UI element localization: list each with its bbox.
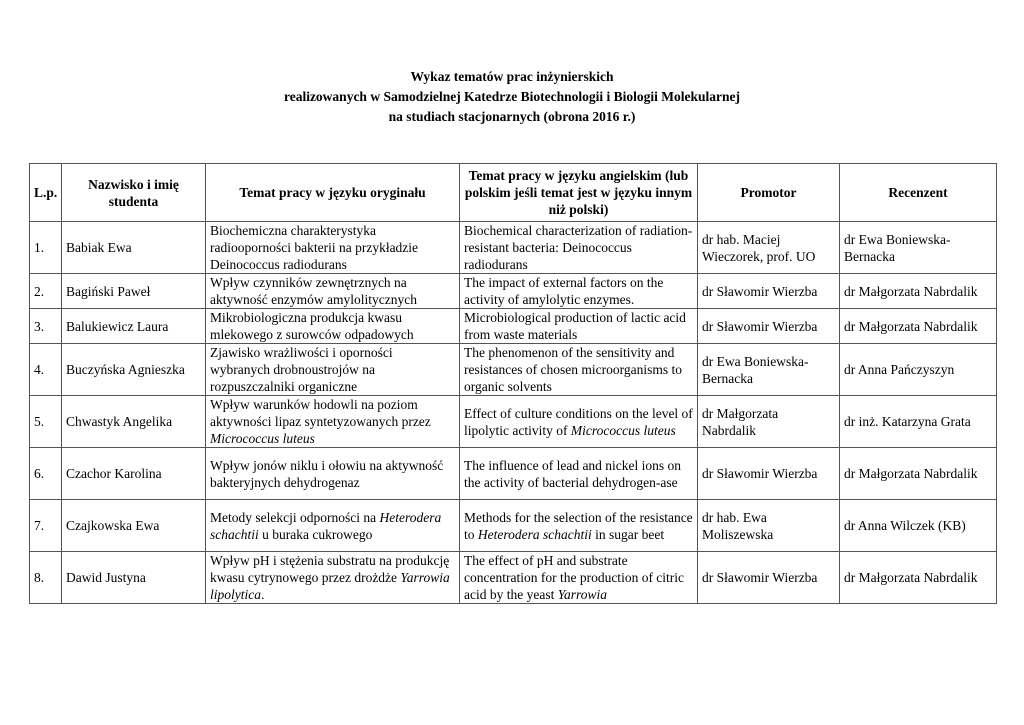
text-segment: Wpływ czynników zewnętrznych na aktywność enzymów amylolitycznych <box>210 275 417 307</box>
cell-topic-english <box>460 309 698 344</box>
text-segment: The influence of lead and nickel ions on the activity of bacterial dehydrogen-ase <box>464 457 682 490</box>
text-segment: Biochemiczna charakterystyka radiooporności bakterii na przykładzie Deinococcus radiodurans <box>210 223 419 272</box>
cell-student: Babiak Ewa <box>62 222 206 274</box>
cell-promotor: dr Sławomir Wierzba <box>698 309 840 344</box>
cell-topic-english <box>460 344 698 396</box>
cell-reviewer: dr Małgorzata Nabrdalik <box>840 448 997 500</box>
cell-topic-english <box>460 448 698 500</box>
species-name-italic: Micrococcus luteus <box>210 431 315 446</box>
text-segment: Wpływ warunków hodowli na poziom aktywności lipaz syntetyzowanych przez <box>210 397 431 429</box>
cell-reviewer: dr Ewa Boniewska-Bernacka <box>840 222 997 274</box>
cell-topic-original <box>206 222 460 274</box>
cell-topic-original <box>206 344 460 396</box>
table-row <box>30 309 997 344</box>
heading-line-3: na studiach stacjonarnych (obrona 2016 r.) <box>388 109 636 124</box>
cell-lp: 2. <box>30 274 62 309</box>
species-name-italic: Yarrowia lipolytica <box>210 570 450 602</box>
cell-lp: 5. <box>30 396 62 448</box>
cell-topic-english <box>460 274 698 309</box>
cell-lp: 6. <box>30 448 62 500</box>
cell-lp: 1. <box>30 222 62 274</box>
species-name-italic: Heterodera schachtii <box>210 509 442 542</box>
table-row <box>30 344 997 396</box>
cell-lp: 8. <box>30 552 62 604</box>
cell-reviewer: dr Małgorzata Nabrdalik <box>840 274 997 309</box>
table-row <box>30 552 997 604</box>
species-name-italic: Micrococcus luteus <box>570 422 676 438</box>
species-name-italic: Yarrowia <box>557 587 607 602</box>
cell-promotor: dr Małgorzata Nabrdalik <box>698 396 840 448</box>
table-row <box>30 500 997 552</box>
cell-student: Balukiewicz Laura <box>62 309 206 344</box>
cell-topic-original <box>206 396 460 448</box>
cell-promotor: dr hab. Ewa Moliszewska <box>698 500 840 552</box>
cell-topic-original <box>206 274 460 309</box>
document-heading <box>0 67 1024 127</box>
table-body <box>30 222 997 604</box>
text-segment: . <box>261 587 265 602</box>
species-name-italic: Heterodera schachtii <box>477 526 592 542</box>
text-segment: The effect of pH and substrate concentration for the production of citric acid by the yeast <box>464 553 685 602</box>
cell-promotor: dr Sławomir Wierzba <box>698 448 840 500</box>
heading-line-2: realizowanych w Samodzielnej Katedrze Biotechnologii i Biologii Molekularnej <box>283 89 741 104</box>
text-segment: Effect of culture conditions on the level of lipolytic activity of <box>464 405 693 438</box>
text-segment: Metody selekcji odporności na <box>210 509 380 525</box>
table-row <box>30 222 997 274</box>
cell-reviewer: dr inż. Katarzyna Grata <box>840 396 997 448</box>
cell-lp: 4. <box>30 344 62 396</box>
cell-topic-original <box>206 309 460 344</box>
cell-lp: 7. <box>30 500 62 552</box>
text-segment: The impact of external factors on the activity of amylolytic enzymes. <box>464 275 664 307</box>
cell-topic-original <box>206 552 460 604</box>
cell-topic-english <box>460 552 698 604</box>
header-student: Nazwisko i imię studenta <box>62 164 206 222</box>
cell-student: Buczyńska Agnieszka <box>62 344 206 396</box>
cell-student: Chwastyk Angelika <box>62 396 206 448</box>
cell-reviewer: dr Małgorzata Nabrdalik <box>840 309 997 344</box>
text-segment: The phenomenon of the sensitivity and resistances of chosen microorganisms to organic solvents <box>464 345 682 394</box>
cell-promotor: dr Ewa Boniewska-Bernacka <box>698 344 840 396</box>
cell-promotor: dr Sławomir Wierzba <box>698 274 840 309</box>
text-segment: Wpływ pH i stężenia substratu na produkcję kwasu cytrynowego przez drożdże <box>210 553 450 585</box>
table-row <box>30 396 997 448</box>
cell-topic-english <box>460 396 698 448</box>
cell-topic-original <box>206 448 460 500</box>
cell-student: Czajkowska Ewa <box>62 500 206 552</box>
cell-topic-english <box>460 222 698 274</box>
text-segment: Methods for the selection of the resistance to <box>464 509 693 542</box>
cell-student: Czachor Karolina <box>62 448 206 500</box>
text-segment: u buraka cukrowego <box>258 526 373 542</box>
text-segment: in sugar beet <box>591 526 665 542</box>
cell-student: Bagiński Paweł <box>62 274 206 309</box>
heading-line-1: Wykaz tematów prac inżynierskich <box>410 69 614 84</box>
text-segment: Biochemical characterization of radiation-resistant bacteria: Deinococcus radiodurans <box>464 223 693 272</box>
cell-reviewer: dr Anna Pańczyszyn <box>840 344 997 396</box>
header-promotor: Promotor <box>698 164 840 222</box>
cell-topic-original <box>206 500 460 552</box>
text-segment: Mikrobiologiczna produkcja kwasu mlekowego z surowców odpadowych <box>210 310 414 342</box>
text-segment: Wpływ jonów niklu i ołowiu na aktywność bakteryjnych dehydrogenaz <box>210 457 444 490</box>
header-lp: L.p. <box>30 164 62 222</box>
thesis-topics-table <box>29 163 997 604</box>
text-segment: Microbiological production of lactic acid from waste materials <box>464 310 686 342</box>
cell-reviewer: dr Anna Wilczek (KB) <box>840 500 997 552</box>
header-topic-english: Temat pracy w języku angielskim (lub polskim jeśli temat jest w języku innym niż polski) <box>460 164 698 222</box>
text-segment: Zjawisko wrażliwości i oporności wybranych drobnoustrojów na rozpuszczalniki organiczne <box>210 345 393 394</box>
table-row <box>30 448 997 500</box>
cell-topic-english <box>460 500 698 552</box>
cell-lp: 3. <box>30 309 62 344</box>
cell-reviewer: dr Małgorzata Nabrdalik <box>840 552 997 604</box>
table-row <box>30 274 997 309</box>
table-header-row <box>30 164 997 222</box>
header-topic-original: Temat pracy w języku oryginału <box>206 164 460 222</box>
cell-promotor: dr hab. Maciej Wieczorek, prof. UO <box>698 222 840 274</box>
cell-student: Dawid Justyna <box>62 552 206 604</box>
header-reviewer: Recenzent <box>840 164 997 222</box>
cell-promotor: dr Sławomir Wierzba <box>698 552 840 604</box>
